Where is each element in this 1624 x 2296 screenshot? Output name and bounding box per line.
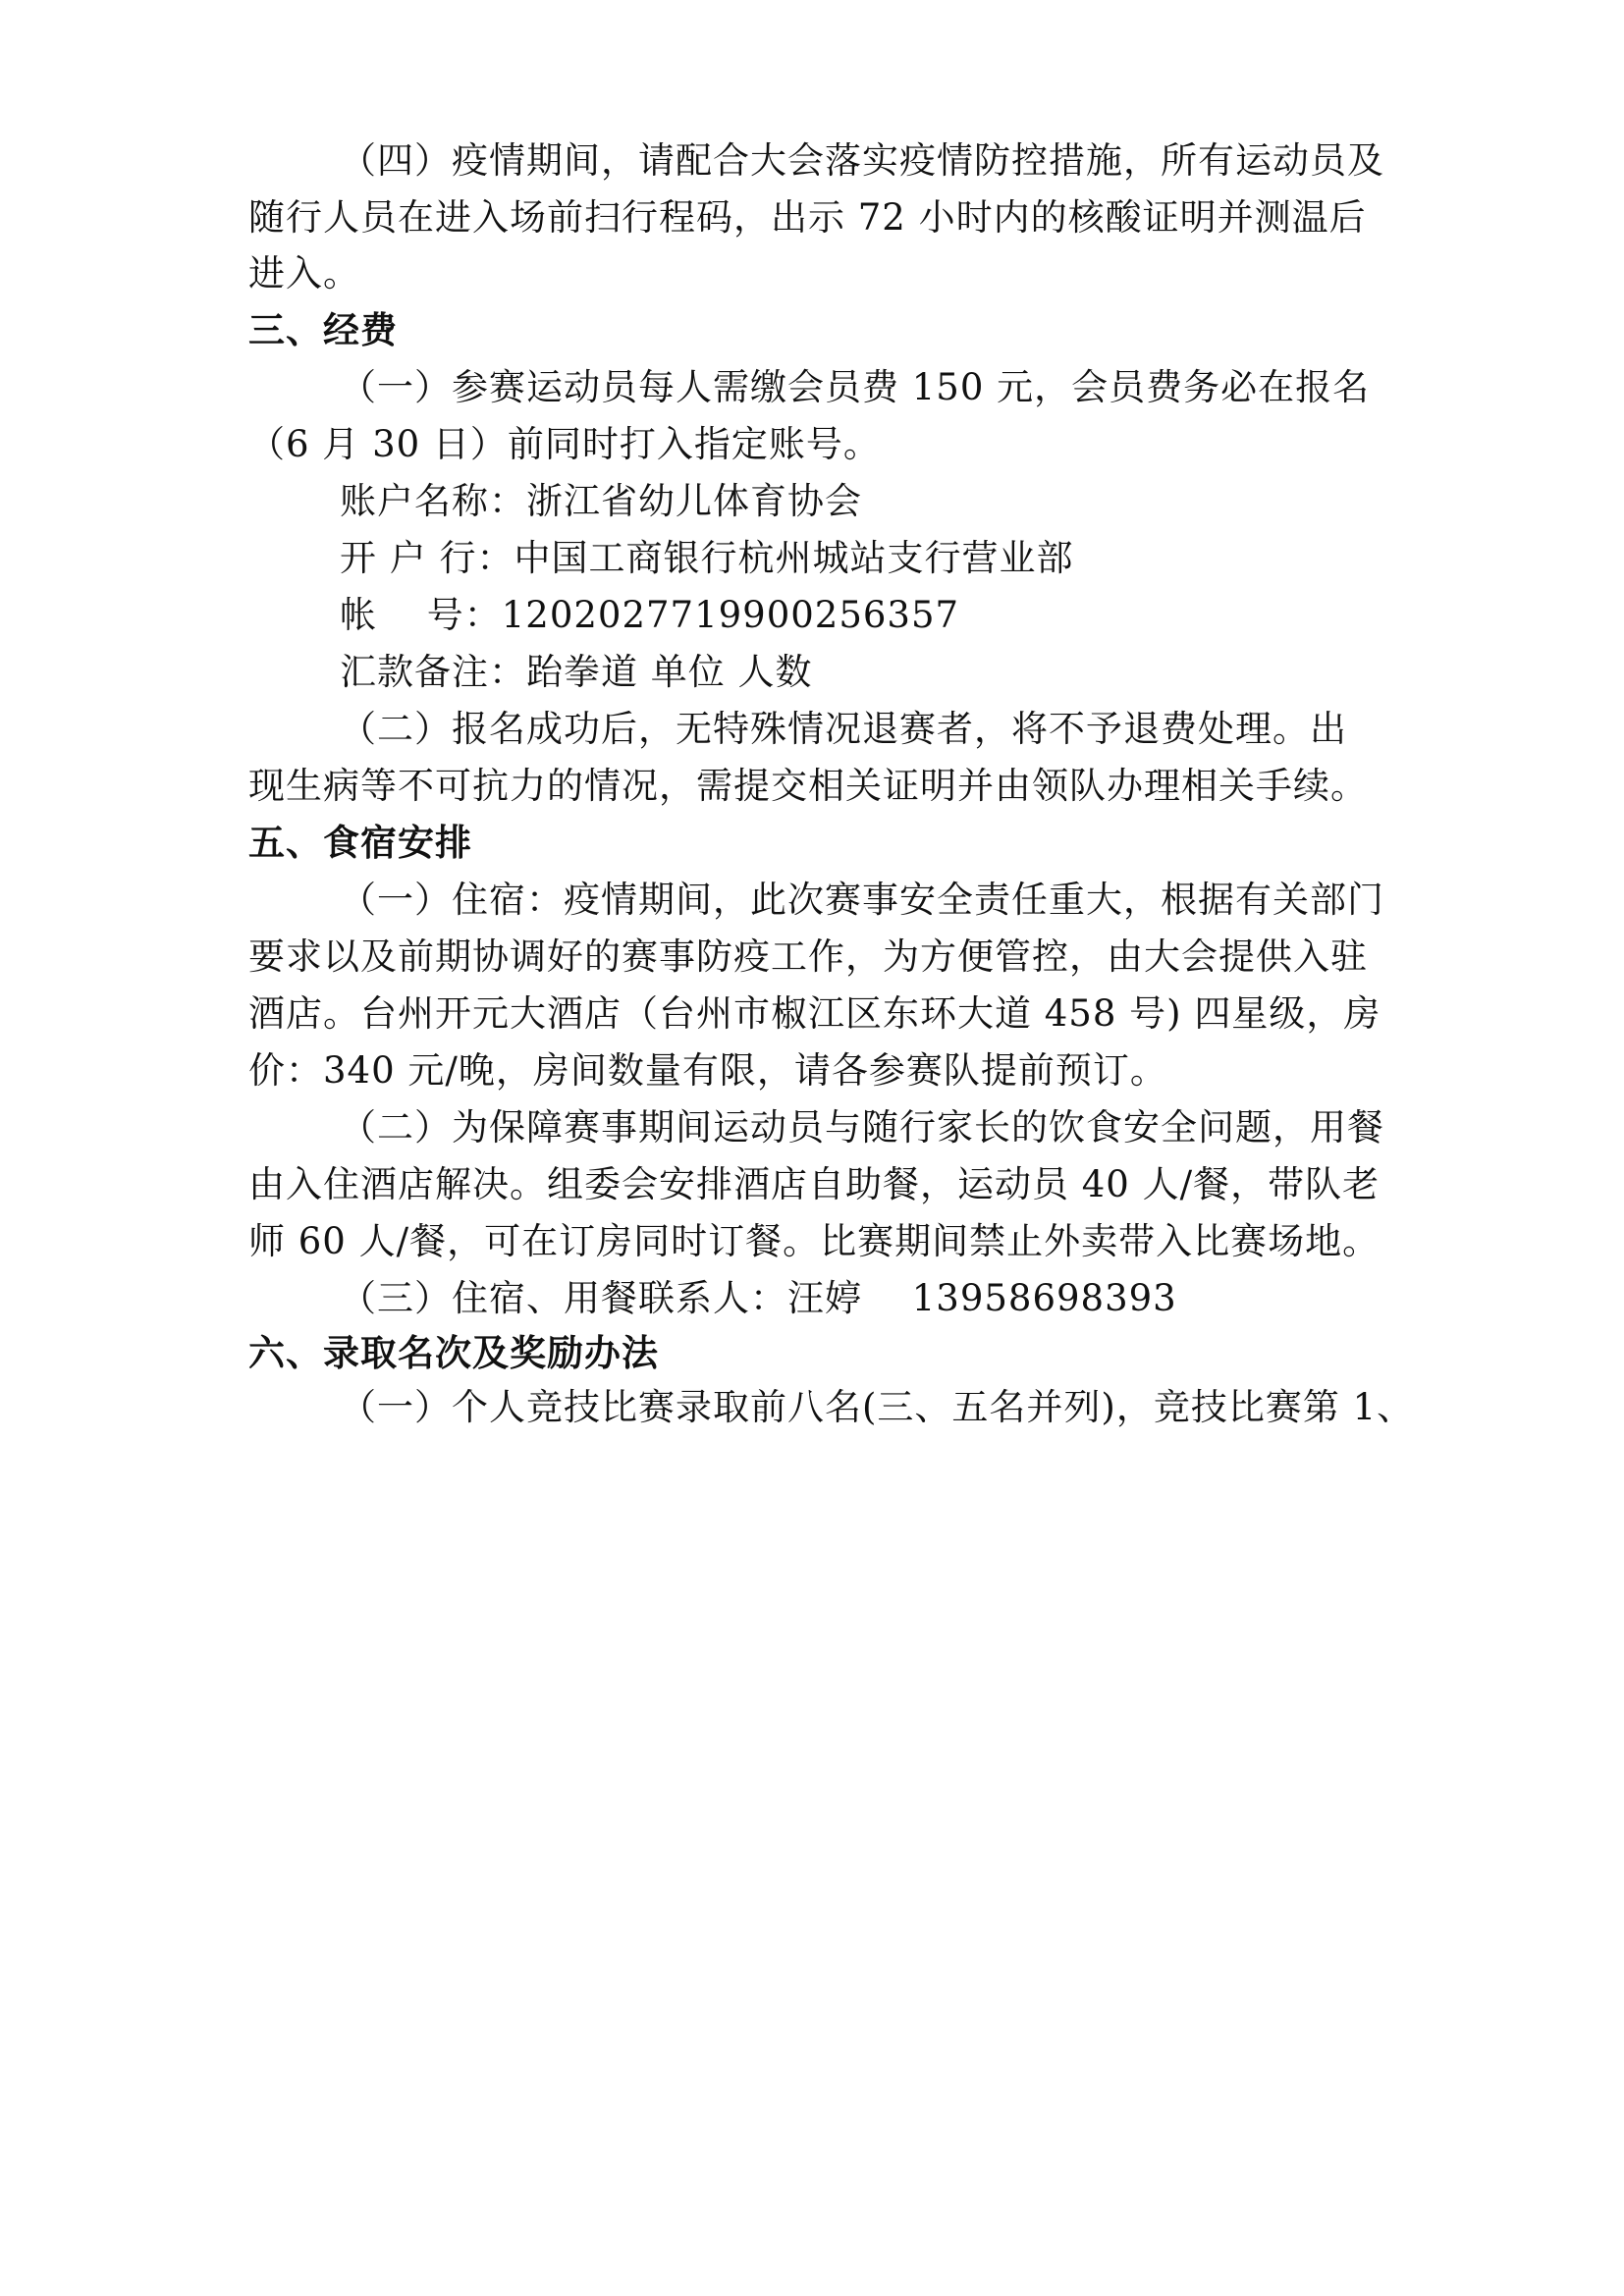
fees-paragraph-2-line-1: （二）报名成功后，无特殊情况退赛者，将不予退费处理。出 (340, 708, 1347, 750)
bank-name: 开 户 行：中国工商银行杭州城站支行营业部 (340, 537, 1074, 579)
lodging-contact: （三）住宿、用餐联系人：汪婷 13958698393 (340, 1277, 1177, 1319)
fees-paragraph-1-line-2: （6 月 30 日）前同时打入指定账号。 (248, 423, 881, 465)
lodging-paragraph-1-line-4: 价：340 元/晚，房间数量有限，请各参赛队提前预订。 (248, 1049, 1167, 1092)
remittance-remark: 汇款备注：跆拳道 单位 人数 (340, 651, 813, 693)
epidemic-paragraph-line-2: 随行人员在进入场前扫行程码，出示 72 小时内的核酸证明并测温后 (248, 196, 1367, 239)
section-heading-fees: 三、经费 (248, 309, 398, 351)
lodging-paragraph-2-line-3: 师 60 人/餐，可在订房同时订餐。比赛期间禁止外卖带入比赛场地。 (248, 1220, 1380, 1262)
lodging-paragraph-1-line-3: 酒店。台州开元大酒店（台州市椒江区东环大道 458 号) 四星级，房 (248, 992, 1381, 1035)
lodging-paragraph-2-line-2: 由入住酒店解决。组委会安排酒店自助餐，运动员 40 人/餐，带队老 (248, 1163, 1380, 1205)
epidemic-paragraph-line-1: （四）疫情期间，请配合大会落实疫情防控措施，所有运动员及 (340, 139, 1384, 182)
epidemic-paragraph-line-3: 进入。 (248, 252, 360, 294)
section-heading-awards: 六、录取名次及奖励办法 (248, 1332, 659, 1374)
account-number: 帐 号：1202027719900256357 (340, 594, 960, 636)
fees-paragraph-1-line-1: （一）参赛运动员每人需缴会员费 150 元，会员费务必在报名 (340, 366, 1371, 408)
awards-paragraph-1-line-1: （一）个人竞技比赛录取前八名(三、五名并列)，竞技比赛第 1、 (340, 1386, 1415, 1428)
lodging-paragraph-1-line-2: 要求以及前期协调好的赛事防疫工作，为方便管控，由大会提供入驻 (248, 935, 1368, 978)
lodging-paragraph-1-line-1: （一）住宿：疫情期间，此次赛事安全责任重大，根据有关部门 (340, 879, 1384, 921)
fees-paragraph-2-line-2: 现生病等不可抗力的情况，需提交相关证明并由领队办理相关手续。 (248, 765, 1368, 807)
account-name: 账户名称：浙江省幼儿体育协会 (340, 480, 862, 522)
section-heading-lodging: 五、食宿安排 (248, 822, 472, 864)
lodging-paragraph-2-line-1: （二）为保障赛事期间运动员与随行家长的饮食安全问题，用餐 (340, 1106, 1384, 1148)
